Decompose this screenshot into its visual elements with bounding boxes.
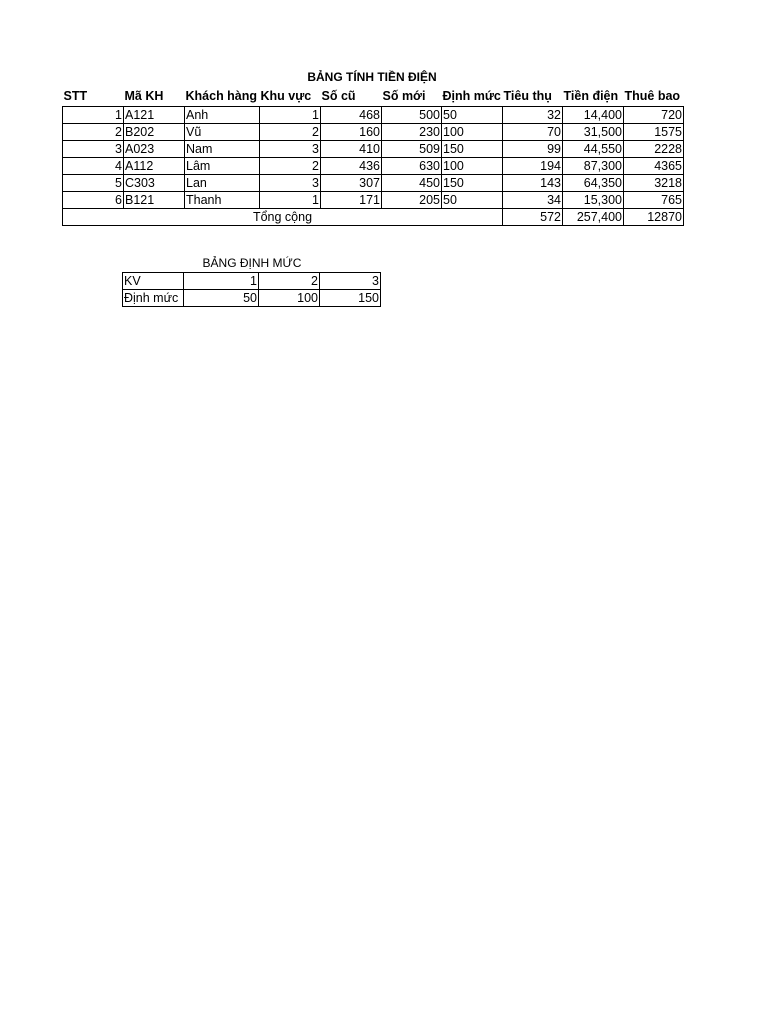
total-row — [63, 209, 684, 226]
table-cell[interactable]: 31,500 — [563, 124, 624, 141]
table-cell[interactable]: 100 — [442, 124, 503, 141]
rate-cell[interactable]: 100 — [259, 290, 320, 307]
header-cell[interactable]: Tiêu thụ — [503, 87, 563, 107]
table-cell[interactable]: 70 — [503, 124, 563, 141]
table-cell[interactable]: 509 — [382, 141, 442, 158]
rate-cell[interactable]: Định mức — [123, 290, 184, 307]
table-cell[interactable]: 32 — [503, 107, 563, 124]
table-cell[interactable]: 410 — [321, 141, 382, 158]
table-cell[interactable]: 6 — [63, 192, 124, 209]
table-cell[interactable]: A112 — [124, 158, 185, 175]
table-cell[interactable]: 15,300 — [563, 192, 624, 209]
table-cell[interactable]: 3 — [260, 175, 321, 192]
total-label[interactable]: Tổng cộng — [63, 209, 503, 226]
table-cell[interactable]: 160 — [321, 124, 382, 141]
table-cell[interactable]: 230 — [382, 124, 442, 141]
table-cell[interactable]: 2 — [63, 124, 124, 141]
table-cell[interactable]: Vũ — [185, 124, 260, 141]
table-cell[interactable]: 2228 — [624, 141, 684, 158]
table-cell[interactable]: 50 — [442, 107, 503, 124]
table-cell[interactable]: A023 — [124, 141, 185, 158]
table-cell[interactable]: 1 — [63, 107, 124, 124]
table-cell[interactable]: 5 — [63, 175, 124, 192]
table-cell[interactable]: 87,300 — [563, 158, 624, 175]
table-row — [63, 158, 684, 175]
header-cell[interactable]: Số cũ — [321, 87, 382, 107]
table-cell[interactable]: 50 — [442, 192, 503, 209]
header-cell[interactable]: Định mức — [442, 87, 503, 107]
table-cell[interactable]: 4365 — [624, 158, 684, 175]
table-cell[interactable]: 720 — [624, 107, 684, 124]
header-row — [63, 87, 684, 107]
table-cell[interactable]: 1 — [260, 107, 321, 124]
table-title: BẢNG TÍNH TIỀN ĐIỆN — [307, 70, 437, 84]
table-cell[interactable]: 3 — [63, 141, 124, 158]
table-cell[interactable]: 765 — [624, 192, 684, 209]
table-cell[interactable]: 500 — [382, 107, 442, 124]
table-cell[interactable]: Lâm — [185, 158, 260, 175]
total-tieu-thu[interactable]: 572 — [503, 209, 563, 226]
rate-table-title: BẢNG ĐỊNH MỨC — [202, 256, 302, 270]
rate-table — [122, 272, 381, 307]
header-cell[interactable]: STT — [63, 87, 124, 107]
rate-row — [123, 273, 381, 290]
table-cell[interactable]: 4 — [63, 158, 124, 175]
table-row — [63, 192, 684, 209]
table-row — [63, 175, 684, 192]
table-cell[interactable]: Nam — [185, 141, 260, 158]
table-cell[interactable]: 1575 — [624, 124, 684, 141]
table-cell[interactable]: B121 — [124, 192, 185, 209]
table-cell[interactable]: 307 — [321, 175, 382, 192]
header-cell[interactable]: Số mới — [382, 87, 442, 107]
table-cell[interactable]: 99 — [503, 141, 563, 158]
table-cell[interactable]: 2 — [260, 158, 321, 175]
table-cell[interactable]: 205 — [382, 192, 442, 209]
table-cell[interactable]: Lan — [185, 175, 260, 192]
table-cell[interactable]: Anh — [185, 107, 260, 124]
table-cell[interactable]: 100 — [442, 158, 503, 175]
rate-cell[interactable]: 1 — [184, 273, 259, 290]
table-cell[interactable]: 450 — [382, 175, 442, 192]
rate-cell[interactable]: 50 — [184, 290, 259, 307]
table-cell[interactable]: 150 — [442, 141, 503, 158]
table-cell[interactable]: 143 — [503, 175, 563, 192]
table-cell[interactable]: 150 — [442, 175, 503, 192]
table-cell[interactable]: 64,350 — [563, 175, 624, 192]
rate-cell[interactable]: 3 — [320, 273, 381, 290]
table-cell[interactable]: 468 — [321, 107, 382, 124]
total-thue-bao[interactable]: 12870 — [624, 209, 684, 226]
table-cell[interactable]: 630 — [382, 158, 442, 175]
table-row — [63, 107, 684, 124]
table-cell[interactable]: 3 — [260, 141, 321, 158]
table-row — [63, 141, 684, 158]
table-cell[interactable]: 171 — [321, 192, 382, 209]
header-cell[interactable]: Khách hàng — [185, 87, 260, 107]
rate-cell[interactable]: 2 — [259, 273, 320, 290]
total-tien-dien[interactable]: 257,400 — [563, 209, 624, 226]
electricity-bill-table — [62, 87, 684, 226]
table-cell[interactable]: 34 — [503, 192, 563, 209]
header-cell[interactable]: Mã KH — [124, 87, 185, 107]
table-cell[interactable]: Thanh — [185, 192, 260, 209]
table-cell[interactable]: C303 — [124, 175, 185, 192]
table-cell[interactable]: 1 — [260, 192, 321, 209]
rate-cell[interactable]: KV — [123, 273, 184, 290]
table-row — [63, 124, 684, 141]
rate-cell[interactable]: 150 — [320, 290, 381, 307]
table-cell[interactable]: 44,550 — [563, 141, 624, 158]
table-cell[interactable]: B202 — [124, 124, 185, 141]
header-cell[interactable]: Thuê bao — [624, 87, 684, 107]
header-cell[interactable]: Khu vực — [260, 87, 321, 107]
table-cell[interactable]: 436 — [321, 158, 382, 175]
table-cell[interactable]: 2 — [260, 124, 321, 141]
header-cell[interactable]: Tiền điện — [563, 87, 624, 107]
table-cell[interactable]: A121 — [124, 107, 185, 124]
table-cell[interactable]: 194 — [503, 158, 563, 175]
table-cell[interactable]: 3218 — [624, 175, 684, 192]
rate-row — [123, 290, 381, 307]
table-cell[interactable]: 14,400 — [563, 107, 624, 124]
